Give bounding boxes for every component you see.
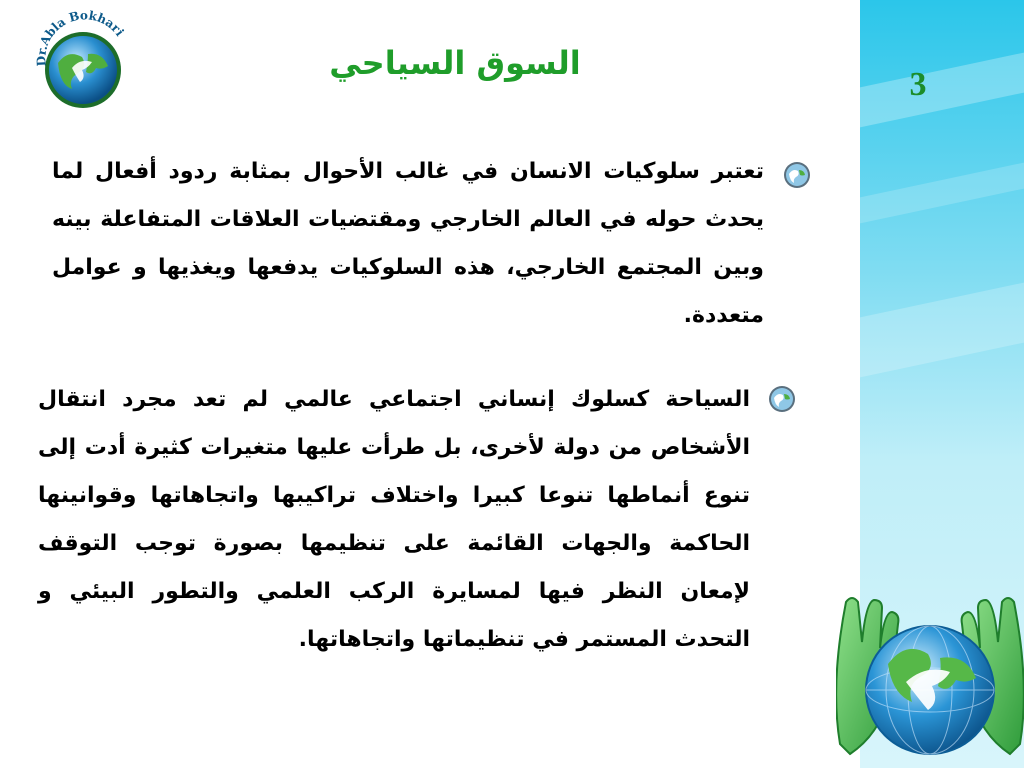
page-number: 3 — [909, 66, 927, 103]
logo-text: Dr.Abla Bokhari — [34, 8, 127, 67]
panel-band — [860, 163, 1024, 224]
slide-title: السوق السياحي — [329, 44, 581, 82]
globe-bullet-icon — [782, 160, 812, 190]
logo-globe-icon — [28, 8, 138, 118]
hands-globe — [836, 572, 1024, 768]
hands-globe-icon — [836, 572, 1024, 768]
logo — [28, 8, 138, 118]
paragraph: السياحة كسلوك إنساني اجتماعي عالمي لم تعد مجرد انتقال الأشخاص من دولة لأخرى، بل طرأت عليها متغيرات كثيرة أدت إلى تنوع أنماطها تنوعا كبيرا واختلاف تراكيبها واتجاهاتها وقوانينها الحاكمة والجهات القائمة على تنظيمها بصورة توجب التوقف لإمعان النظر فيها لمسايرة الركب العلمي والتطور البيئي و التحدث المستمر في تنظيماتها واتجاهاتها. — [38, 387, 750, 652]
paragraph: تعتبر سلوكيات الانسان في غالب الأحوال بمثابة ردود أفعال لما يحدث حوله في العالم الخارجي ومقتضيات العلاقات المتفاعلة بينه وبين المجتمع الخارجي، هذه السلوكيات يدفعها ويغذيها و عوامل متعددة. — [52, 159, 764, 328]
panel-band — [860, 283, 1024, 378]
globe-bullet-icon — [767, 384, 797, 414]
